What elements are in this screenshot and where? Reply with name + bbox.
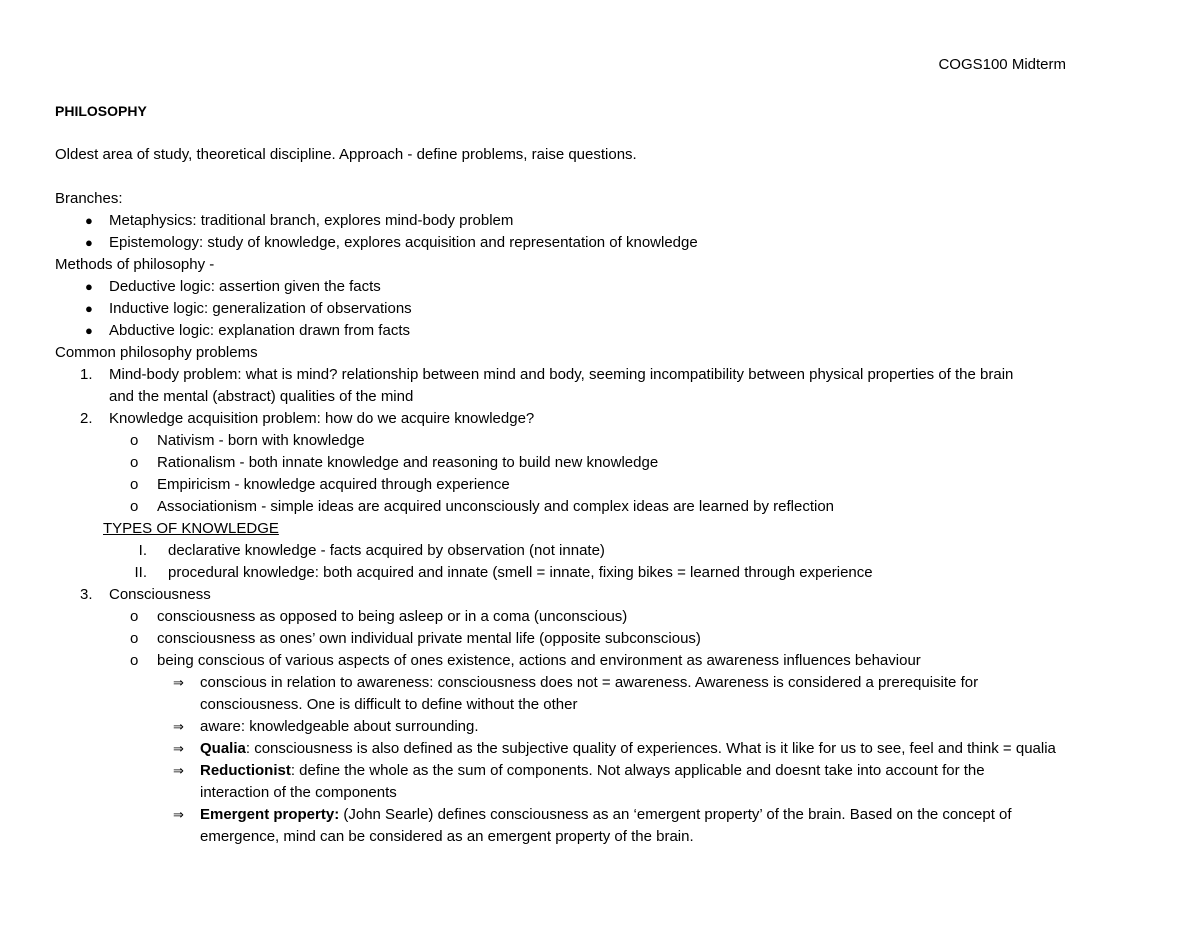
arrow-icon: ⇒: [173, 807, 184, 822]
sub-list-item: o Rationalism - both innate knowledge and reasoning to build new knowledge: [55, 452, 1165, 474]
arrow-icon: ⇒: [173, 719, 184, 734]
bullet-icon: ●: [85, 301, 93, 316]
types-heading: TYPES OF KNOWLEDGE: [103, 520, 279, 537]
list-item: ● Metaphysics: traditional branch, explores mind-body problem: [55, 210, 1165, 232]
arrow-icon: ⇒: [173, 741, 184, 756]
circle-bullet-icon: o: [130, 630, 139, 647]
bullet-icon: ●: [85, 235, 93, 250]
sub-list-item: o Empiricism - knowledge acquired through experience: [55, 474, 1165, 496]
bullet-icon: ●: [85, 279, 93, 294]
arrow-item: ⇒ conscious in relation to awareness: consciousness does not = awareness. Awareness is considered a prerequisite for: [55, 672, 1165, 694]
circle-bullet-icon: o: [130, 454, 139, 471]
arrow-item-continuation: emergence, mind can be considered as an emergent property of the brain.: [200, 828, 694, 845]
circle-bullet-icon: o: [130, 498, 139, 515]
bullet-icon: ●: [85, 213, 93, 228]
document-body: [55, 100, 1165, 848]
arrow-item: ⇒ Emergent property: (John Searle) defines consciousness as an ‘emergent property’ of the brain. Based on the concept of: [55, 804, 1165, 826]
term-reductionist: Reductionist: [200, 762, 291, 779]
page-header: COGS100 Midterm: [938, 56, 1066, 73]
intro-paragraph: Oldest area of study, theoretical discipline. Approach - define problems, raise questions.: [55, 146, 637, 163]
numbered-item: 2. Knowledge acquisition problem: how do we acquire knowledge?: [80, 410, 535, 427]
roman-list-item: II. procedural knowledge: both acquired and innate (smell = innate, fixing bikes = learned through experience: [134, 564, 873, 581]
arrow-item: ⇒ aware: knowledgeable about surrounding.: [55, 716, 1165, 738]
numbered-item-continuation: and the mental (abstract) qualities of the mind: [109, 388, 414, 405]
arrow-item: ⇒ Reductionist: define the whole as the sum of components. Not always applicable and doesnt take into account for the: [55, 760, 1165, 782]
list-item: ● Inductive logic: generalization of observations: [55, 298, 1165, 320]
circle-bullet-icon: o: [130, 432, 139, 449]
sub-list-item: o being conscious of various aspects of ones existence, actions and environment as awareness influences behaviour: [55, 650, 1165, 672]
sub-list-item: o consciousness as ones’ own individual private mental life (opposite subconscious): [55, 628, 1165, 650]
problems-label: Common philosophy problems: [55, 344, 258, 361]
sub-list-item: o Nativism - born with knowledge: [55, 430, 1165, 452]
list-item: ● Deductive logic: assertion given the facts: [55, 276, 1165, 298]
circle-bullet-icon: o: [130, 608, 139, 625]
arrow-icon: ⇒: [173, 763, 184, 778]
arrow-icon: ⇒: [173, 675, 184, 690]
arrow-item-continuation: consciousness. One is difficult to define without the other: [200, 696, 578, 713]
methods-label: Methods of philosophy -: [55, 256, 215, 273]
page-title: PHILOSOPHY: [55, 103, 147, 119]
circle-bullet-icon: o: [130, 476, 139, 493]
arrow-item: ⇒ Qualia: consciousness is also defined as the subjective quality of experiences. What is it like for us to see, feel and think = qualia: [55, 738, 1165, 760]
term-emergent-property: Emergent property:: [200, 806, 340, 823]
branches-label: Branches:: [55, 190, 123, 207]
sub-list-item: o consciousness as opposed to being asleep or in a coma (unconscious): [55, 606, 1165, 628]
circle-bullet-icon: o: [130, 652, 139, 669]
term-qualia: Qualia: [200, 740, 246, 757]
roman-list-item: I. declarative knowledge - facts acquired by observation (not innate): [138, 542, 605, 559]
numbered-item: 3. Consciousness: [80, 586, 211, 603]
list-item: ● Abductive logic: explanation drawn from facts: [55, 320, 1165, 342]
bullet-icon: ●: [85, 323, 93, 338]
arrow-item-continuation: interaction of the components: [200, 784, 397, 801]
sub-list-item: o Associationism - simple ideas are acquired unconsciously and complex ideas are learned by reflection: [55, 496, 1165, 518]
numbered-item: 1. Mind-body problem: what is mind? relationship between mind and body, seeming incompatibility between physical properties of the brain: [80, 366, 1014, 383]
list-item: ● Epistemology: study of knowledge, explores acquisition and representation of knowledge: [55, 232, 1165, 254]
